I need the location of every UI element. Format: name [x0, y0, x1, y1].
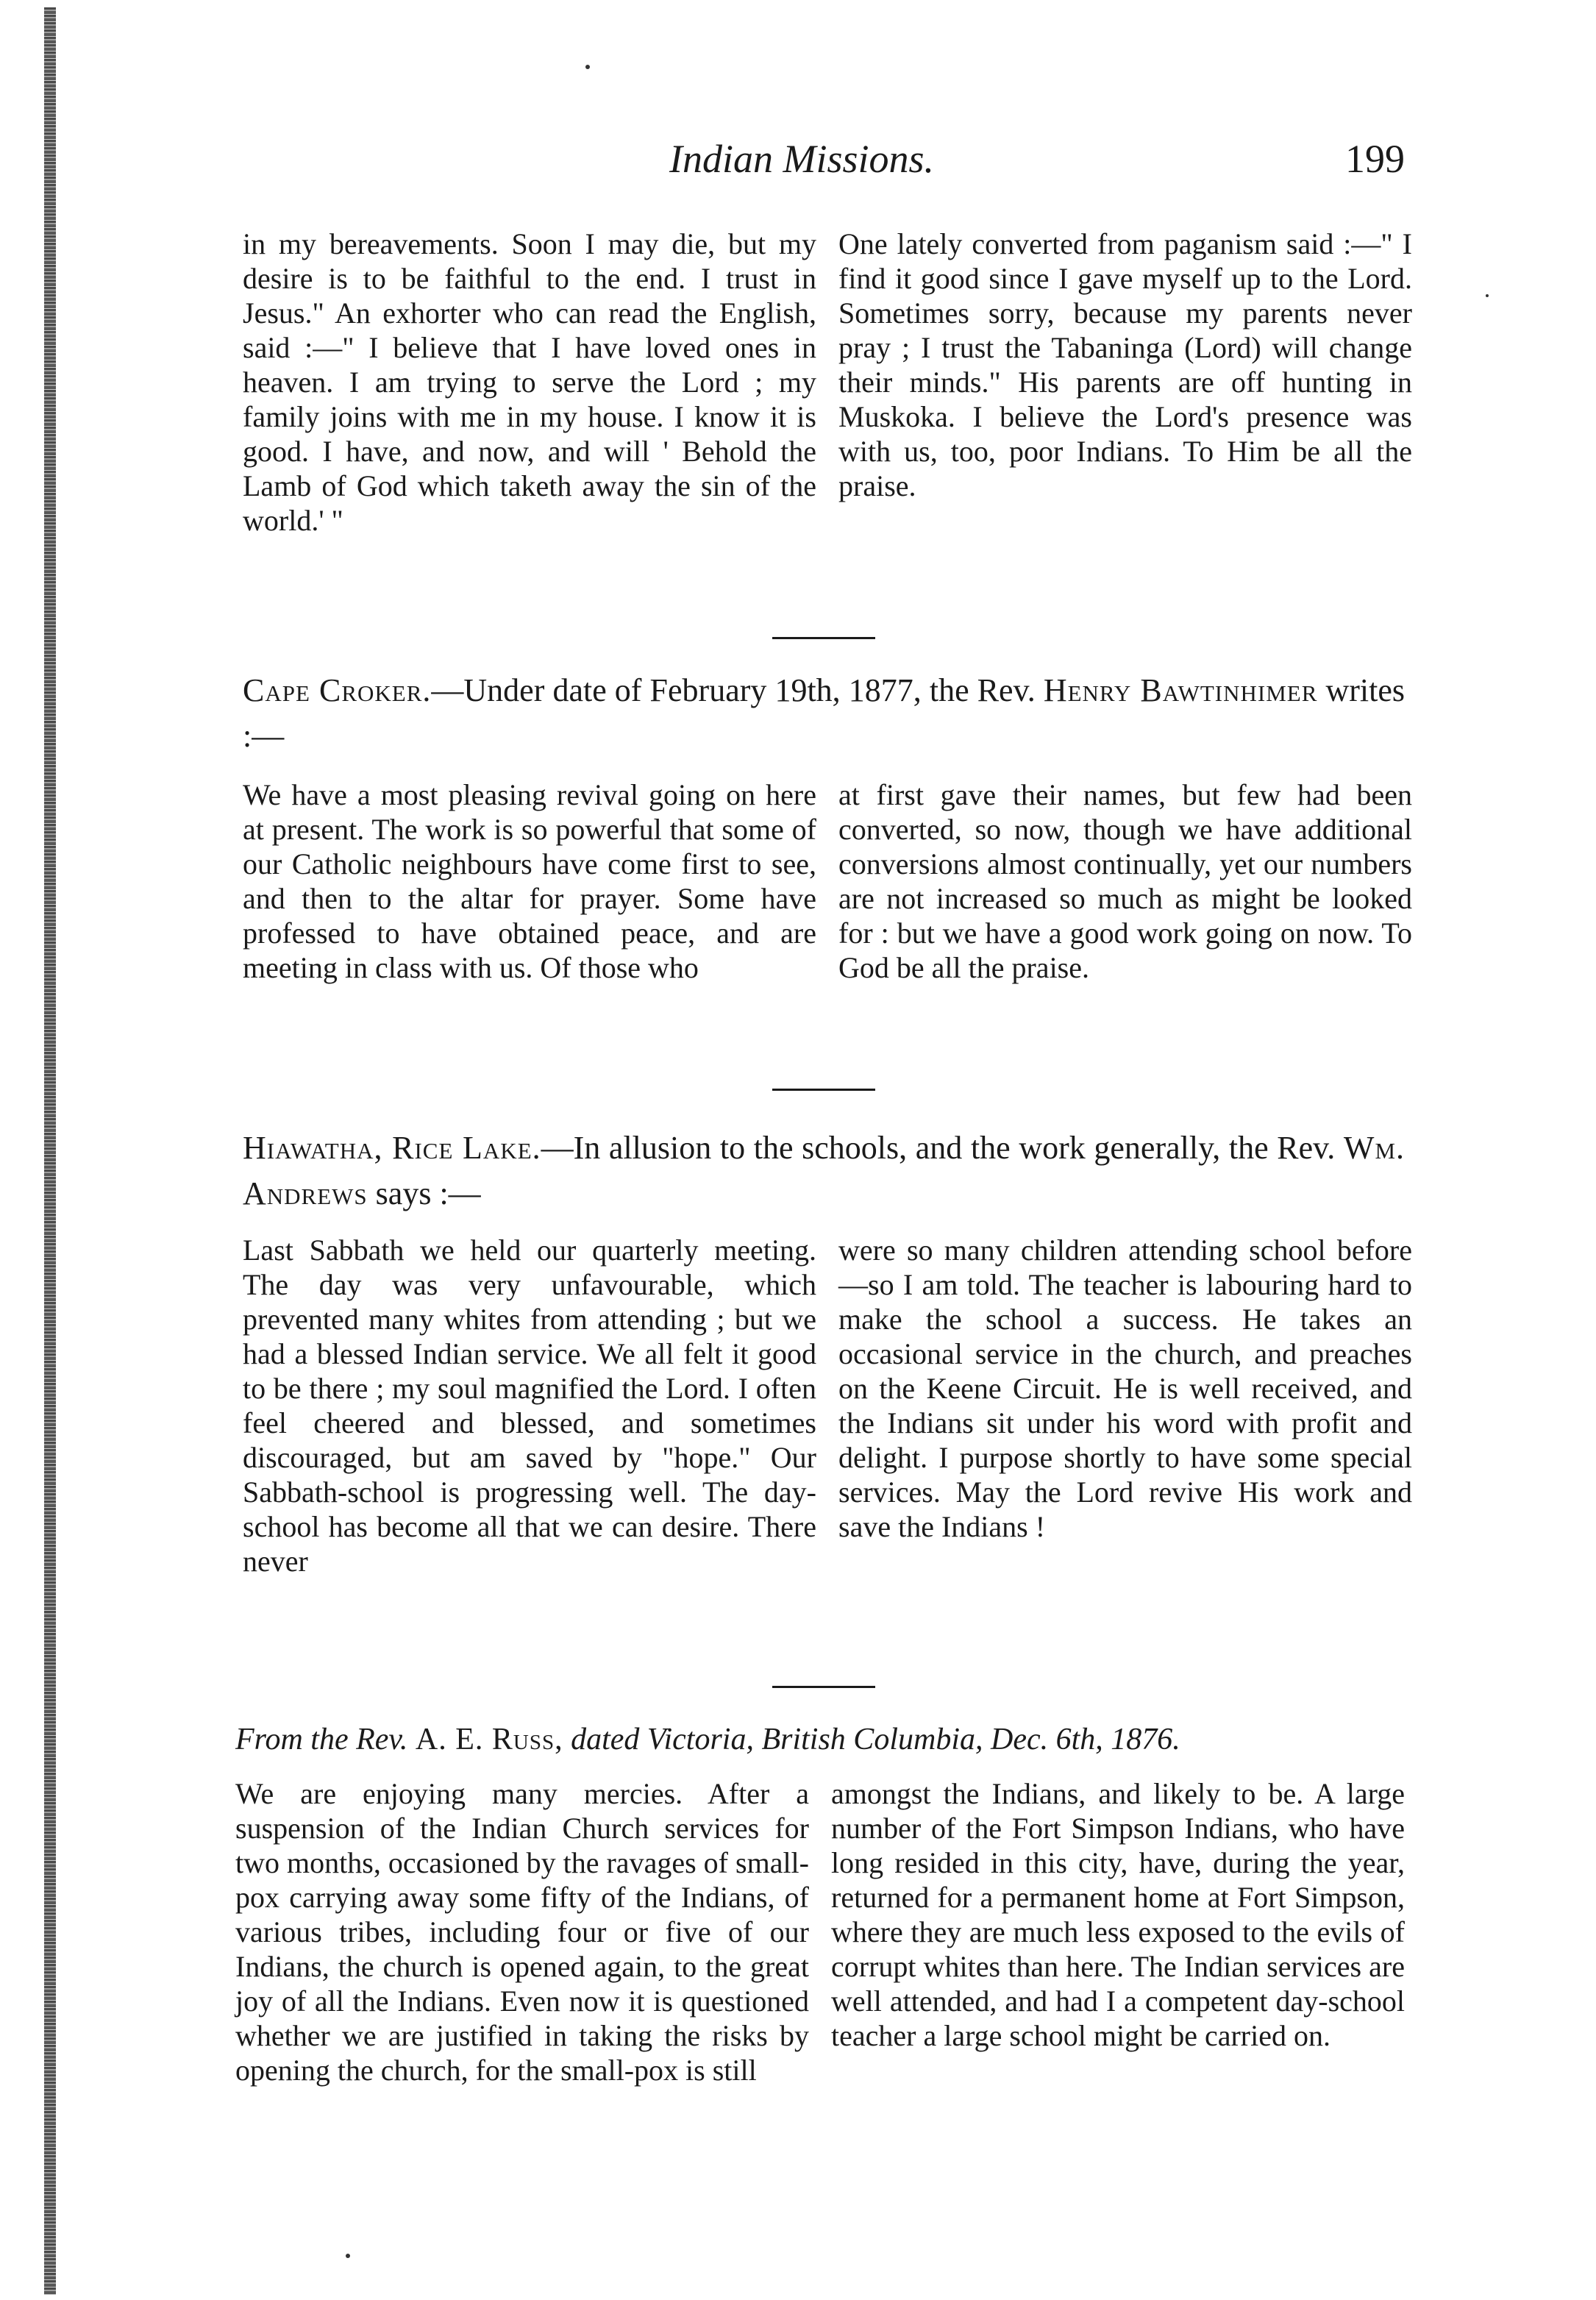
section1-right-text: One lately converted from paganism said :—" I find it good since I gave myself up to the Lord. Sometimes sorry, because my parents never pray ; I trust the Tabaninga (Lord) will change their minds." His parents are off hunting in Muskoka. I believe the Lord's presence was with us, too, poor Indians. To Him be all the praise.: [838, 227, 1412, 502]
section-divider: [772, 637, 875, 639]
ink-speck: [585, 65, 590, 69]
section3-person: Wm. Andrews: [243, 1130, 1406, 1211]
section1-right-column: [838, 227, 1412, 503]
running-title: Indian Missions.: [669, 137, 935, 181]
page-number: 199: [1345, 137, 1405, 181]
section2-intro-end: writes :—: [243, 672, 1406, 754]
section4-left-text: We are enjoying many mercies. After a suspension of the Indian Church services for two months, occasioned by the ravages of small-pox carrying away some fifty of the Indians, of various tribes, including four or five of our Indians, the church is opened again, to the great joy of all the Indians. Even now it is questioned whether we are justified in taking the risks by opening the church, for the small-pox is still: [235, 1777, 809, 2087]
ink-speck: [346, 2254, 350, 2258]
section3-left-column: [243, 1233, 816, 1578]
section2-intro: —Under date of February 19th, 1877, the Rev.: [431, 672, 1036, 708]
section2-person: Henry Bawtinhimer: [1043, 672, 1318, 708]
section3-right-column: [838, 1233, 1412, 1544]
section4-left-column: [235, 1776, 809, 2087]
section3-right-text: were so many children attending school before—so I am told. The teacher is labouring hard to make the school a success. He takes an occasional service in the church, and preaches on the Keene Circuit. He is well received, and the Indians sit under his word with profit and delight. I purpose shortly to have some special services. May the Lord revive His work and save the Indians !: [838, 1233, 1412, 1543]
section2-left-column: [243, 777, 816, 985]
section4-person: A. E. Russ,: [415, 1723, 563, 1756]
section-divider: [772, 1089, 875, 1091]
section4-right-text: amongst the Indians, and likely to be. A large number of the Fort Simpson Indians, who have long resided in this city, have, during the year, returned for a permanent home at Fort Simpson, where they are much less exposed to the evils of corrupt whites than here. The Indian services are well attended, and had I a competent day-school teacher a large school might be carried on.: [831, 1777, 1405, 2052]
section3-left-text: Last Sabbath we held our quarterly meeting. The day was very unfavourable, which prevented many whites from attending ; but we had a blessed Indian service. We all felt it good to be there ; my soul magnified the Lord. I often feel cheered and blessed, and sometimes discouraged, but am saved by "hope." Our Sabbath-school is progressing well. The day-school has become all that we can desire. There never: [243, 1233, 816, 1578]
section1-left-text: in my bereavements. Soon I may die, but my desire is to be faithful to the end. I trust in Jesus." An exhorter who can read the English, said :—" I believe that I have loved ones in heaven. I am trying to serve the Lord ; my family joins with me in my house. I know it is good. I have, and now, and will ' Behold the Lamb of God which taketh away the sin of the world.' ": [243, 227, 816, 537]
section4-heading: [235, 1721, 1405, 1758]
section4-dated: dated Victoria, British Columbia, Dec. 6th, 1876.: [571, 1723, 1180, 1756]
section4-right-column: [831, 1776, 1405, 2053]
section2-place: Cape Croker.: [243, 672, 432, 708]
book-spine-edge: [44, 7, 56, 2295]
section3-intro: —In allusion to the schools, and the work generally, the Rev.: [541, 1130, 1336, 1166]
section2-heading: [243, 668, 1405, 759]
section4-from: From the Rev.: [235, 1723, 408, 1756]
section2-right-column: [838, 777, 1412, 985]
section-divider: [772, 1686, 875, 1688]
section2-right-text: at first gave their names, but few had been converted, so now, though we have additional conversions almost continually, yet our numbers are not increased so much as might be looked for : but we have a good work going on now. To God be all the praise.: [838, 778, 1412, 984]
section2-left-text: We have a most pleasing revival going on here at present. The work is so powerful that some of our Catholic neighbours have come first to see, and then to the altar for prayer. Some have professed to have obtained peace, and are meeting in class with us. Of those who: [243, 778, 816, 984]
section3-place: Hiawatha, Rice Lake.: [243, 1130, 541, 1166]
ink-speck: [1486, 294, 1489, 297]
section3-heading: [243, 1125, 1405, 1217]
section1-left-column: [243, 227, 816, 538]
section3-intro-end: says :—: [367, 1175, 481, 1211]
running-header: [235, 136, 1405, 188]
